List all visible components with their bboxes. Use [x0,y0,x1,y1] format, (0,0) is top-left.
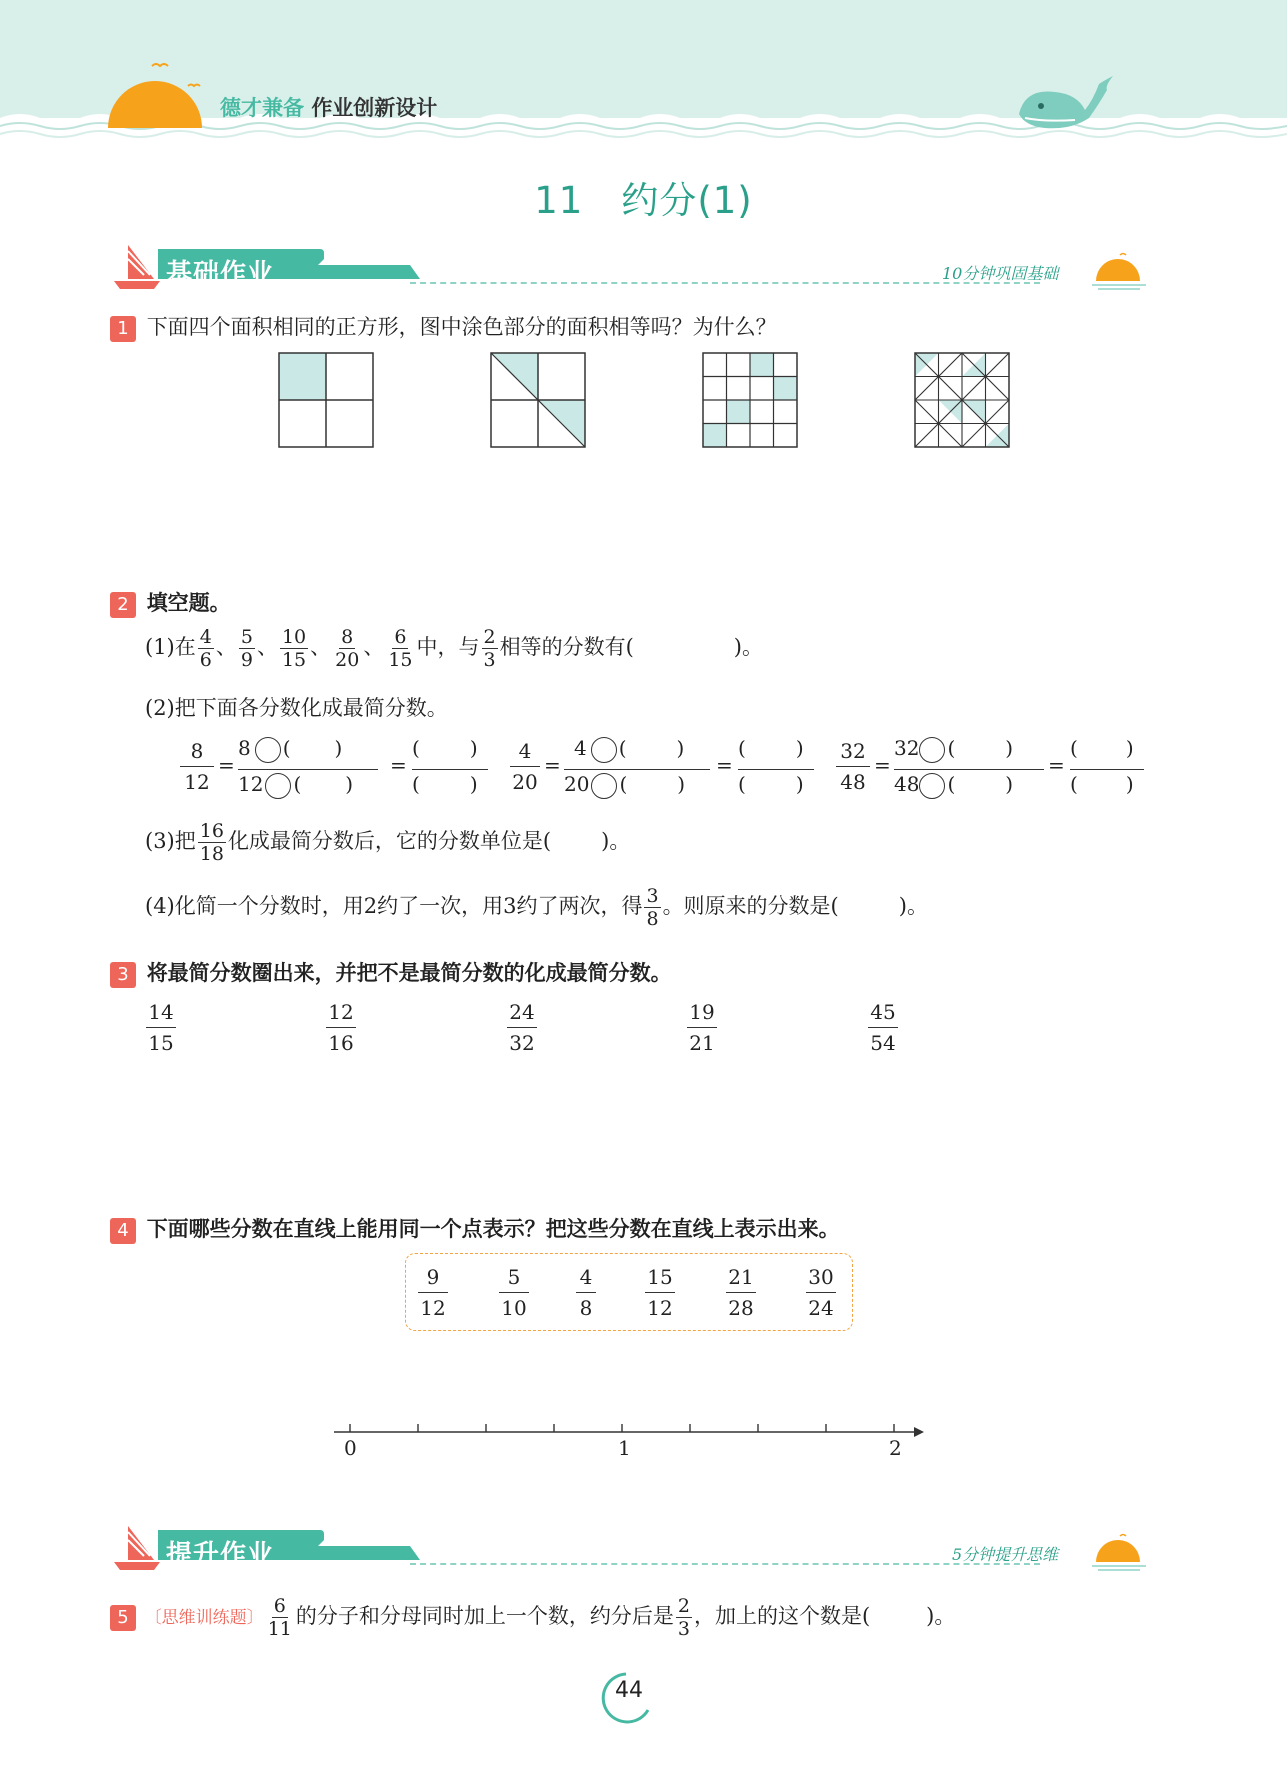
fraction [266,1595,294,1640]
page-number: 44 [615,1678,643,1703]
numerator: 45 [868,997,898,1028]
denominator: 48 [840,770,866,794]
equals: = [218,753,235,777]
denominator: 12 [238,772,264,796]
denominator: 28 [728,1296,754,1320]
fraction [180,736,214,797]
paren: ) [1005,772,1014,796]
q5-end: )。 [926,1604,956,1628]
denominator: 12 [420,1296,446,1320]
operator-circle[interactable] [919,773,945,799]
numerator: 32 [894,736,920,760]
simplify-equation-3 [836,736,1156,804]
numerator: 9 [418,1262,448,1293]
paren: ( [412,772,420,796]
paren: ) [1005,736,1014,760]
paren: ( [738,736,746,760]
question-number: 2 [110,592,136,618]
question-number: 4 [110,1218,136,1244]
operator-circle[interactable] [919,737,945,763]
fraction [576,1262,596,1323]
denominator: 15 [148,1031,174,1055]
numerator: 14 [146,997,176,1028]
expand-fraction [894,736,1044,804]
p1-end: )。 [733,635,763,659]
question-text: 填空题。 [146,591,231,615]
section-banner-advanced [110,1528,1150,1572]
question-text: 下面哪些分数在直线上能用同一个点表示？把这些分数在直线上表示出来。 [146,1217,840,1241]
paren: ) [469,772,478,796]
p4-pre: (4)化简一个分数时，用2约了一次，用3约了两次，得 [145,894,643,918]
fraction[interactable] [687,997,717,1058]
question-text: 将最简分数圈出来，并把不是最简分数的化成最简分数。 [146,961,672,985]
paren: ) [1125,736,1134,760]
result-fraction[interactable] [738,736,814,804]
fraction [676,1595,692,1640]
fraction[interactable] [146,997,176,1058]
numerator: 15 [645,1262,675,1293]
paren: ( [947,736,956,760]
axis-label-0: 0 [344,1436,357,1460]
paren: ( [738,772,746,796]
fraction [198,820,226,865]
p4-end: )。 [898,894,928,918]
denominator: 15 [388,649,413,671]
denominator: 15 [281,649,307,671]
fraction [333,626,361,671]
fraction [239,626,255,671]
square-figure-4 [914,352,1010,448]
numerator: 4 [510,736,540,767]
fraction [726,1262,756,1323]
denominator: 24 [808,1296,834,1320]
section-time-advanced: 5分钟提升思维 [952,1545,1059,1564]
p3-end: )。 [601,829,631,853]
q2-part-4 [145,885,928,930]
denominator: 48 [894,772,920,796]
p1-mid: 中，与 [416,635,480,659]
separator: 、 [363,635,385,659]
square-figure-1 [278,352,374,448]
numerator: 4 [574,736,587,760]
axis-label-2: 2 [889,1436,902,1460]
numerator: 4 [199,626,212,648]
paren: ( [1070,736,1078,760]
equals: = [544,753,561,777]
question-2 [110,589,231,618]
separator: 、 [215,635,237,659]
denominator: 6 [199,649,212,671]
paren: ) [795,736,804,760]
fraction [836,736,870,797]
denominator: 9 [240,649,253,671]
operator-circle[interactable] [591,737,617,763]
numerator: 30 [806,1262,836,1293]
equals: = [874,753,891,777]
numerator: 32 [836,736,870,767]
denominator: 3 [677,1618,690,1640]
operator-circle[interactable] [591,773,617,799]
simplify-equation-1 [180,736,500,804]
numerator: 16 [199,820,224,842]
operator-circle[interactable] [255,737,281,763]
denominator: 20 [335,649,360,671]
question-tag: 〔思维训练题〕 [144,1608,264,1628]
equals: = [716,753,733,777]
fraction [645,1262,675,1323]
numerator: 6 [273,1595,286,1617]
numerator: 8 [180,736,214,767]
numerator: 24 [507,997,537,1028]
question-number: 5 [110,1605,136,1631]
denominator: 21 [689,1031,715,1055]
question-text: 下面四个面积相同的正方形，图中涂色部分的面积相等吗？为什么？ [146,315,777,339]
denominator: 20 [512,770,538,794]
paren: ( [947,772,956,796]
p3-pre: (3)把 [145,829,196,853]
q5-mid: 的分子和分母同时加上一个数，约分后是 [295,1604,674,1628]
q2-part-2: (2)把下面各分数化成最简分数。 [145,696,448,720]
q3-fractions [146,997,946,1057]
brand-green-text: 德才兼备 [220,96,304,120]
page-title: 11 约分(1) [534,179,753,222]
fraction [386,626,414,671]
paren: ( [619,772,628,796]
paren: ) [334,736,343,760]
paren: ( [412,736,420,760]
separator: 、 [310,635,332,659]
denominator: 12 [647,1296,673,1320]
expand-fraction [238,736,378,804]
paren: ) [469,736,478,760]
paren: ( [618,736,627,760]
question-1 [110,313,777,342]
p3-post: 化成最简分数后，它的分数单位是( [227,829,552,853]
q2-part-3 [145,820,630,865]
numerator: 5 [499,1262,529,1293]
denominator: 54 [870,1031,896,1055]
denominator: 18 [199,843,224,865]
question-number: 3 [110,962,136,988]
fraction[interactable] [507,997,537,1058]
paren: ( [282,736,291,760]
numerator: 19 [687,997,717,1028]
square-figure-2 [490,352,586,448]
p4-post: 。则原来的分数是( [662,894,839,918]
small-sun-icon [1090,1532,1150,1572]
whale-icon [1015,74,1115,134]
fraction[interactable] [868,997,898,1058]
fraction [806,1262,836,1323]
separator: 、 [256,635,278,659]
question-number: 1 [110,316,136,342]
numerator: 12 [326,997,356,1028]
equals: = [1048,753,1065,777]
section-banner-basic [110,247,1150,291]
numerator: 2 [677,1595,690,1617]
paren: ) [345,772,354,796]
numerator: 4 [576,1262,596,1293]
denominator: 16 [328,1031,354,1055]
denominator: 20 [564,772,590,796]
denominator: 8 [646,908,659,930]
operator-circle[interactable] [265,773,291,799]
small-sun-icon [1090,251,1150,291]
denominator: 11 [267,1618,292,1640]
denominator: 8 [579,1296,593,1320]
fraction[interactable] [326,997,356,1058]
numerator: 2 [483,626,496,648]
brand-dark-text: 作业创新设计 [311,96,438,120]
fraction [418,1262,448,1323]
result-fraction[interactable] [1070,736,1144,804]
paren: ) [677,772,686,796]
numerator: 8 [341,626,354,648]
square-figure-3 [702,352,798,448]
numerator: 21 [726,1262,756,1293]
fraction [644,885,660,930]
section-label-advanced: 提升作业 [166,1540,275,1570]
denominator: 10 [501,1296,527,1320]
question-3 [110,959,672,988]
denominator: 12 [184,770,210,794]
fraction-box [405,1253,853,1331]
fraction [280,626,308,671]
numerator: 5 [240,626,253,648]
paren: ) [795,772,804,796]
simplify-equation-2 [510,736,830,804]
dashed-divider [410,1563,1040,1565]
question-4 [110,1215,840,1244]
question-5 [110,1595,955,1640]
sun-icon [100,58,210,130]
paren: ( [293,772,302,796]
paren: ) [676,736,685,760]
numerator: 3 [646,885,659,907]
numerator: 8 [238,736,251,760]
paren: ( [1070,772,1078,796]
axis-label-1: 1 [618,1436,631,1460]
fraction [499,1262,529,1323]
p1-post: 相等的分数有( [499,635,634,659]
p1-pre: (1)在 [145,635,196,659]
paren: ) [1125,772,1134,796]
q2-part-1 [145,626,763,671]
denominator: 3 [483,649,496,671]
fraction [510,736,540,797]
fraction [198,626,214,671]
fraction [482,626,498,671]
denominator: 32 [509,1031,535,1055]
numerator: 10 [281,626,307,648]
section-time-basic: 10分钟巩固基础 [942,264,1059,283]
equals: = [390,753,407,777]
brand [220,92,437,122]
result-fraction[interactable] [412,736,488,804]
numerator: 6 [394,626,407,648]
section-label-basic: 基础作业 [166,259,275,289]
expand-fraction [564,736,710,804]
q5-post: ，加上的这个数是( [693,1604,871,1628]
